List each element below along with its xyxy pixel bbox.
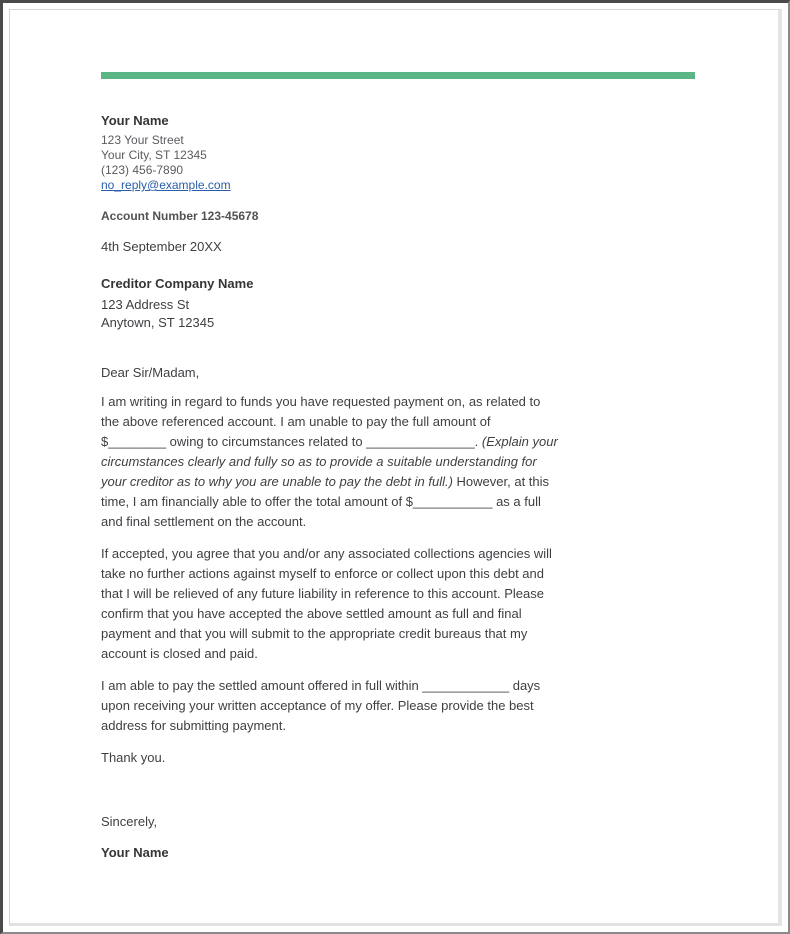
text-line: [101, 432, 586, 452]
sender-city: Your City, ST 12345: [101, 148, 207, 162]
sender-name: Your Name: [101, 113, 169, 128]
account-number: Account Number 123-45678: [101, 209, 259, 223]
text-line: account is closed and paid.: [101, 646, 258, 661]
creditor-address: [101, 296, 586, 332]
instruction-text: your creditor as to why you are unable to pay the debt in full.): [101, 474, 453, 489]
text-run: However, at this: [452, 474, 550, 489]
text-line: payment and that you will submit to the appropriate credit bureaus that my: [101, 626, 528, 641]
paragraph-payment: [101, 676, 586, 736]
paragraph-terms: [101, 544, 586, 664]
text-line: take no further actions against myself to enforce or collect upon this debt and: [101, 566, 544, 581]
signature-name: Your Name: [101, 845, 169, 860]
instruction-text: circumstances clearly and fully so as to provide a suitable understanding for: [101, 454, 537, 469]
text-line: confirm that you have accepted the above settled amount as full and final: [101, 606, 522, 621]
closing: Sincerely,: [101, 814, 158, 829]
text-line: [101, 472, 586, 492]
header-accent-bar: [101, 72, 695, 79]
text-line: and final settlement on the account.: [101, 514, 307, 529]
text-line: If accepted, you agree that you and/or any associated collections agencies will: [101, 546, 552, 561]
instruction-text: (Explain your: [481, 434, 558, 449]
text-line: time, I am financially able to offer the total amount of $___________ as a full: [101, 494, 541, 509]
creditor-name: Creditor Company Name: [101, 276, 254, 291]
creditor-address-line2: Anytown, ST 12345: [101, 315, 215, 330]
sender-street: 123 Your Street: [101, 133, 184, 147]
text-line: upon receiving your written acceptance of my offer. Please provide the best: [101, 698, 534, 713]
sender-address: [101, 133, 586, 193]
paragraph-offer: [101, 392, 586, 532]
thank-you: Thank you.: [101, 750, 166, 765]
text-line: I am able to pay the settled amount offered in full within ____________ days: [101, 678, 541, 693]
creditor-address-line1: 123 Address St: [101, 297, 190, 312]
text-line: that I will be relieved of any future liability in reference to this account. Please: [101, 586, 544, 601]
letter-date: 4th September 20XX: [101, 239, 222, 254]
text-line: the above referenced account. I am unable to pay the full amount of: [101, 414, 491, 429]
salutation: Dear Sir/Madam,: [101, 365, 200, 380]
sender-email-link[interactable]: no_reply@example.com: [101, 178, 231, 192]
text-line: I am writing in regard to funds you have requested payment on, as related to: [101, 394, 541, 409]
text-run: $________ owing to circumstances related to _______________.: [101, 434, 482, 449]
sender-phone: (123) 456-7890: [101, 163, 184, 177]
text-line: address for submitting payment.: [101, 718, 286, 733]
